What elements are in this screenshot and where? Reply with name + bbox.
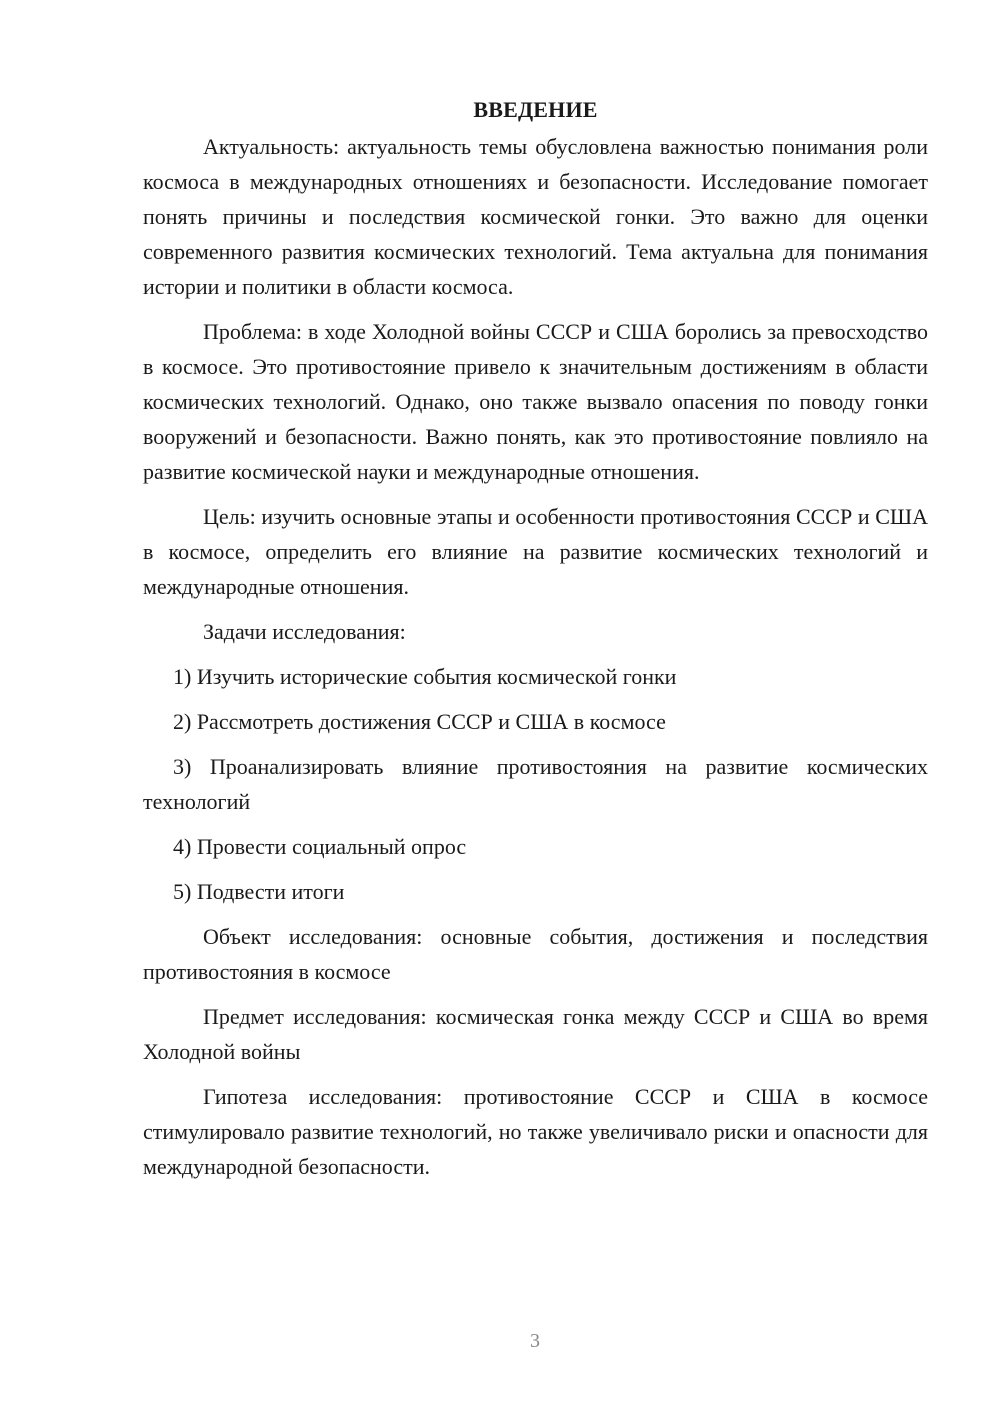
paragraph-hypothesis: Гипотеза исследования: противостояние СССР и США в космосе стимулировало развитие технологий, но также увеличивало риски и опасности для международной безопасности. [143,1084,928,1179]
section-title: ВВЕДЕНИЕ [473,97,598,122]
paragraph-goal: Цель: изучить основные этапы и особенности противостояния СССР и США в космосе, определить его влияние на развитие космических технологий и международные отношения. [143,504,928,599]
paragraph-subject: Предмет исследования: космическая гонка между СССР и США во время Холодной войны [143,1004,928,1064]
task-item: 3) Проанализировать влияние противостояния на развитие космических технологий [143,754,928,814]
paragraph-object: Объект исследования: основные события, достижения и последствия противостояния в космосе [143,924,928,984]
paragraph-relevance: Актуальность: актуальность темы обусловлена важностью понимания роли космоса в международных отношениях и безопасности. Исследование помогает понять причины и последствия космической гонки. Это важно для оценки современного развития космических технологий. Тема актуальна для понимания истории и политики в области космоса. [143,134,928,299]
task-item: 4) Провести социальный опрос [173,834,467,859]
task-item: 5) Подвести итоги [173,879,345,904]
page-number: 3 [530,1330,540,1352]
paragraph-tasks-heading: Задачи исследования: [203,619,406,644]
task-item: 1) Изучить исторические события космической гонки [173,664,677,689]
paragraph-problem: Проблема: в ходе Холодной войны СССР и США боролись за превосходство в космосе. Это противостояние привело к значительным достижениям в области космических технологий. Однако, оно также вызвало опасения по поводу гонки вооружений и безопасности. Важно понять, как это противостояние повлияло на развитие космической науки и международные отношения. [143,319,928,484]
document-page [143,92,928,1194]
task-item: 2) Рассмотреть достижения СССР и США в космосе [173,709,666,734]
